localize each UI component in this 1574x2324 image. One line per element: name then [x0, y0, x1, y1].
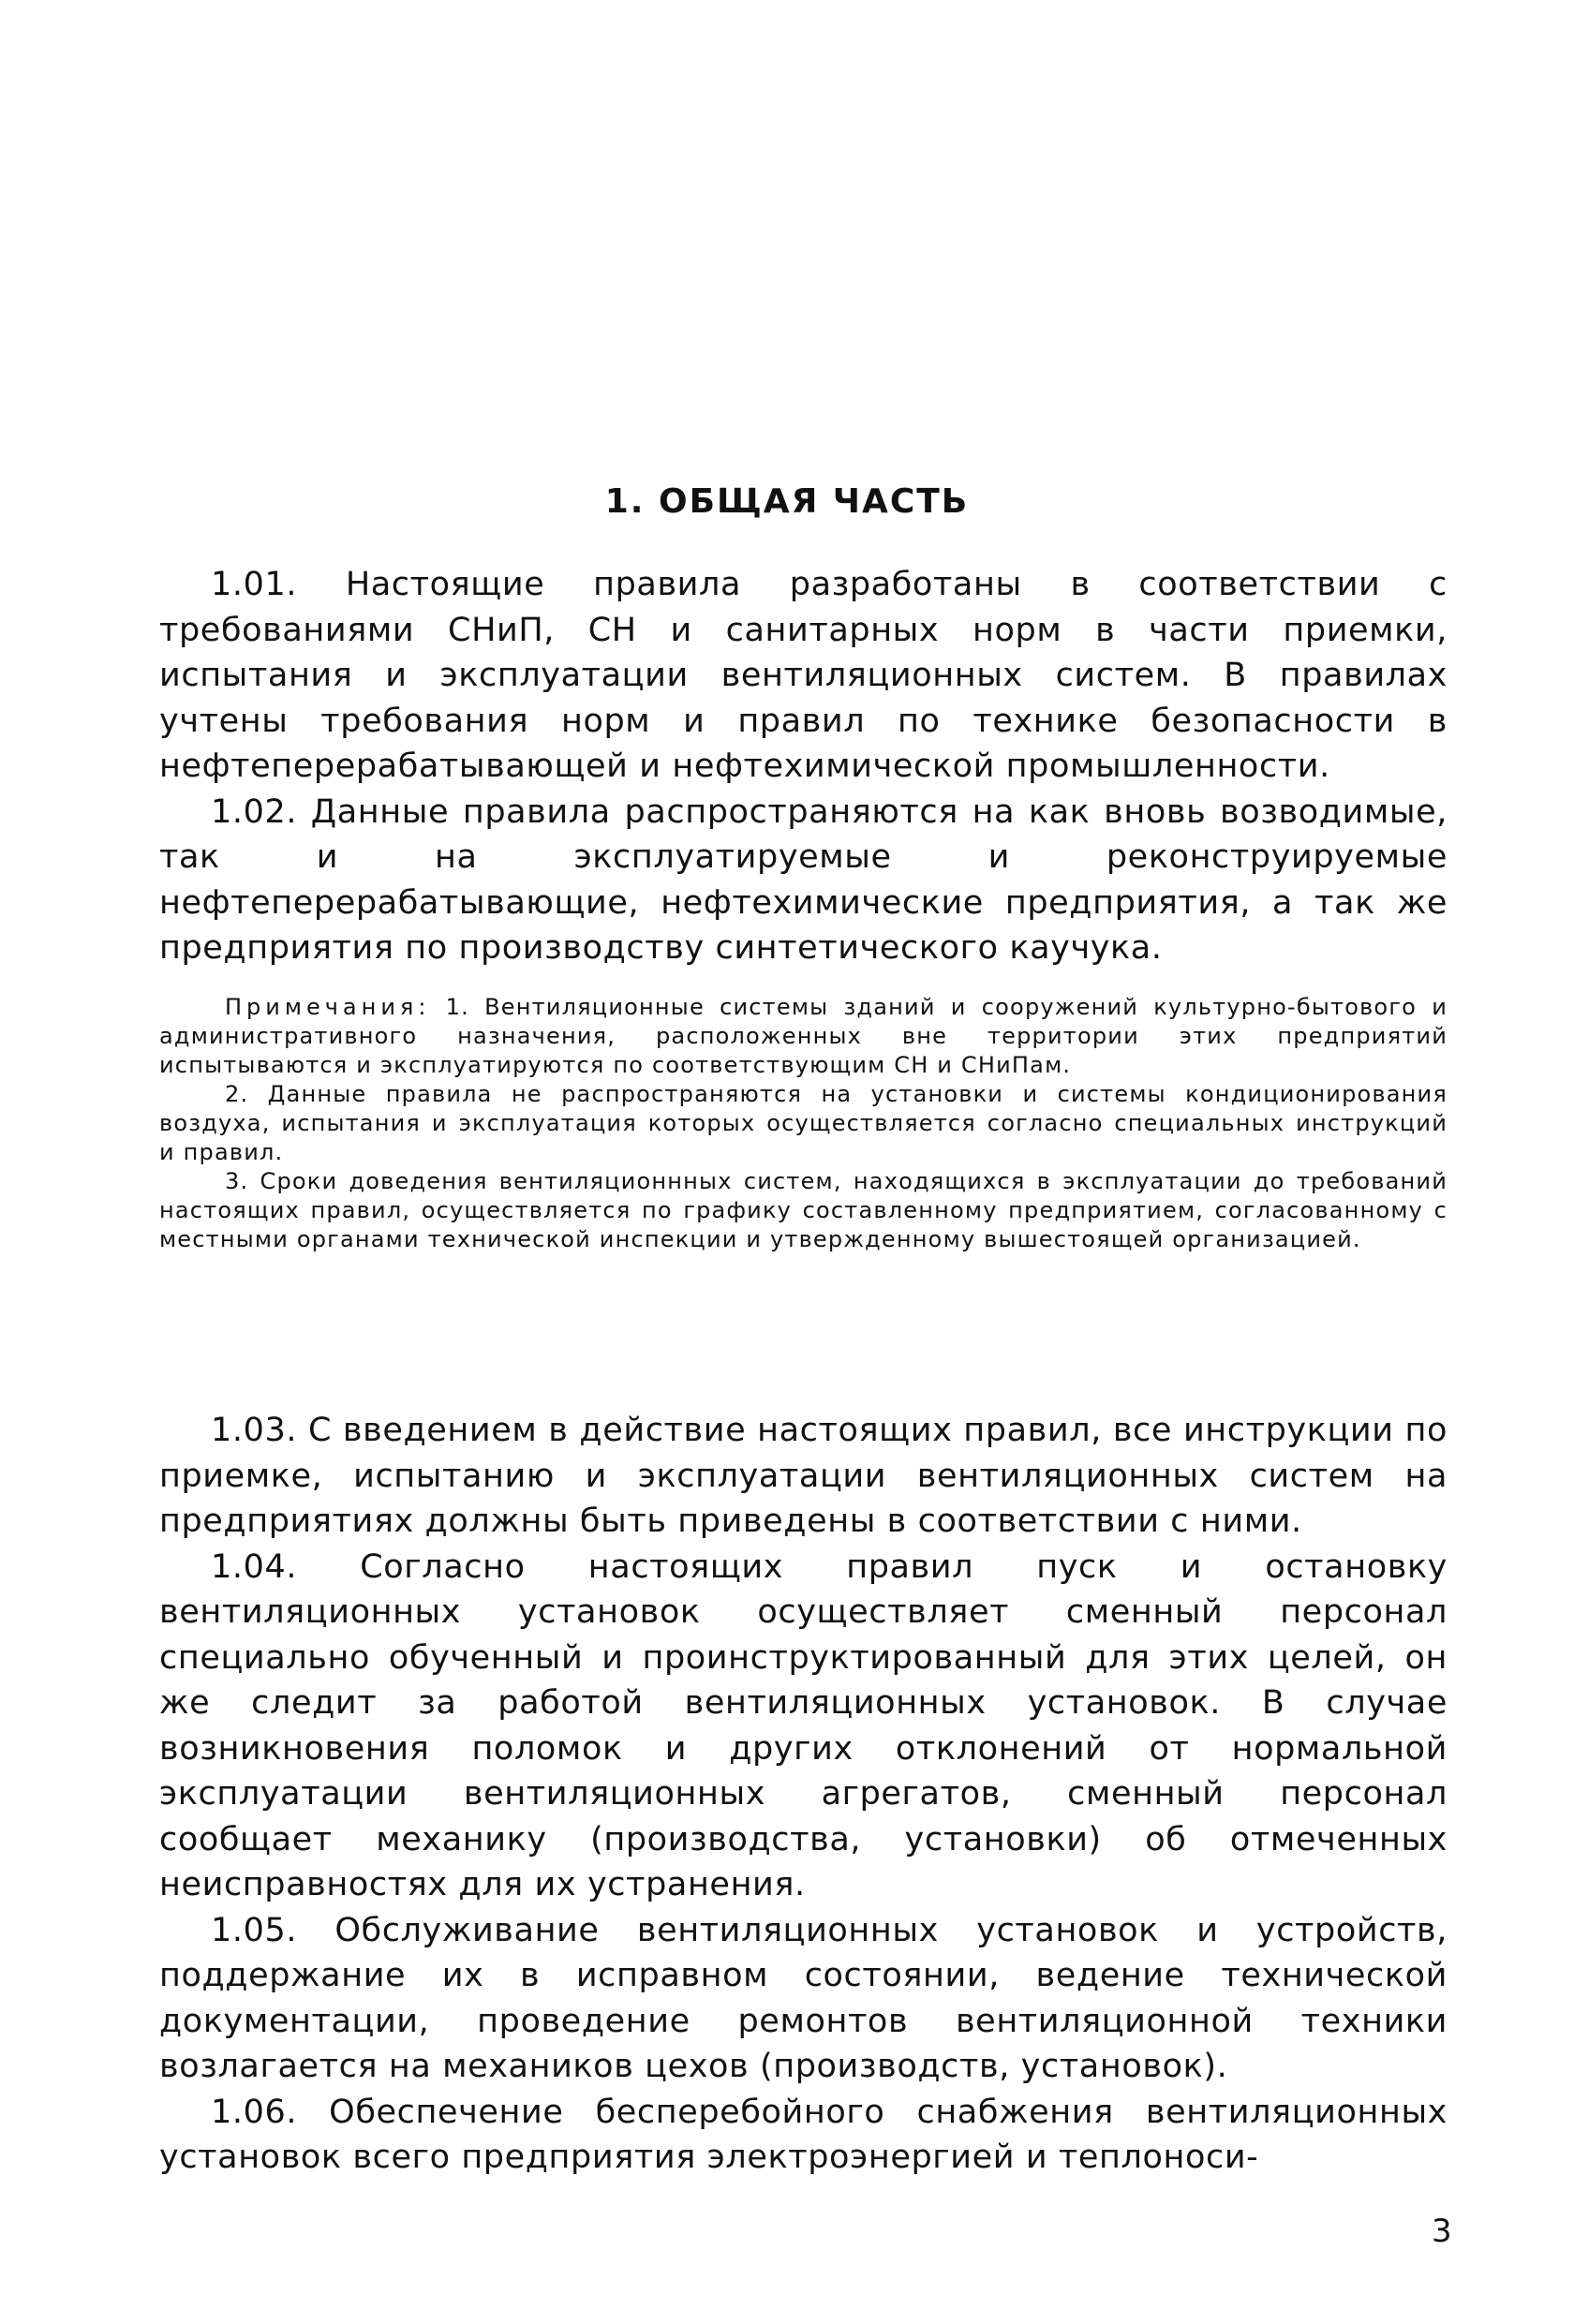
page-number: 3 [1432, 2213, 1452, 2250]
note-2: 2. Данные правила не распространяются на установки и системы кондиционирования воздуха, испытания и эксплуатация которых осуществляется согласно специальных инструкций и правил. [159, 1081, 1448, 1165]
paragraphs-bottom [159, 1408, 1448, 2181]
paragraph-1-04: 1.04. Согласно настоящих правил пуск и остановку вентиляционных установок осуществляет сменный персонал специально обученный и проинструктированный для этих целей, он же следит за работой вентиляционных установок. В случае возникновения поломок и других отклонений от нормальной эксплуатации вентиляционных агрегатов, сменный персонал сообщает механику (производства, установки) об отмеченных неисправностях для их устранения. [159, 1547, 1448, 1903]
note-1 [159, 993, 1448, 1080]
note-3: 3. Сроки доведения вентиляционнных систем, находящихся в эксплуатации до требований настоящих правил, осуществляется по графику составленному предприятием, согласованному с местными органами технической инспекции и утвержденному вышестоящей организацией. [159, 1168, 1448, 1252]
section-title: 1. ОБЩАЯ ЧАСТЬ [604, 482, 970, 521]
paragraphs-top [159, 562, 1448, 971]
notes-block [159, 993, 1448, 1254]
note-1-text: 1. Вентиляционные системы зданий и сооружений культурно-бытового и административного назначения, расположенных вне территории этих предприятий испытываются и эксплуатируются по соответствующим СН и СНиПам. [159, 994, 1448, 1078]
paragraph-1-03: 1.03. С введением в действие настоящих правил, все инструкции по приемке, испытанию и эксплуатации вентиляционных систем на предприятиях должны быть приведены в соответствии с ними. [159, 1412, 1448, 1540]
notes-label: Примечания: [225, 994, 431, 1020]
paragraph-1-02: 1.02. Данные правила распространяются на как вновь возводимые, так и на эксплуатируемые и реконструируемые нефтеперерабатывающие, нефтехимические предприятия, а так же предприятия по производству синтетического каучука. [159, 792, 1448, 967]
paragraph-1-01: 1.01. Настоящие правила разработаны в соответствии с требованиями СНиП, СН и санитарных норм в части приемки, испытания и эксплуатации вентиляционных систем. В правилах учтены требования норм и правил по технике безопасности в нефтеперерабатывающей и нефтехимической промышленности. [159, 566, 1448, 785]
paragraph-1-06: 1.06. Обеспечение бесперебойного снабжения вентиляционных установок всего предприятия электроэнергией и теплоноси- [159, 2093, 1448, 2176]
paragraph-1-05: 1.05. Обслуживание вентиляционных установок и устройств, поддержание их в исправном состоянии, ведение технической документации, проведение ремонтов вентиляционной техники возлагается на механиков цехов (производств, установок). [159, 1911, 1448, 2085]
